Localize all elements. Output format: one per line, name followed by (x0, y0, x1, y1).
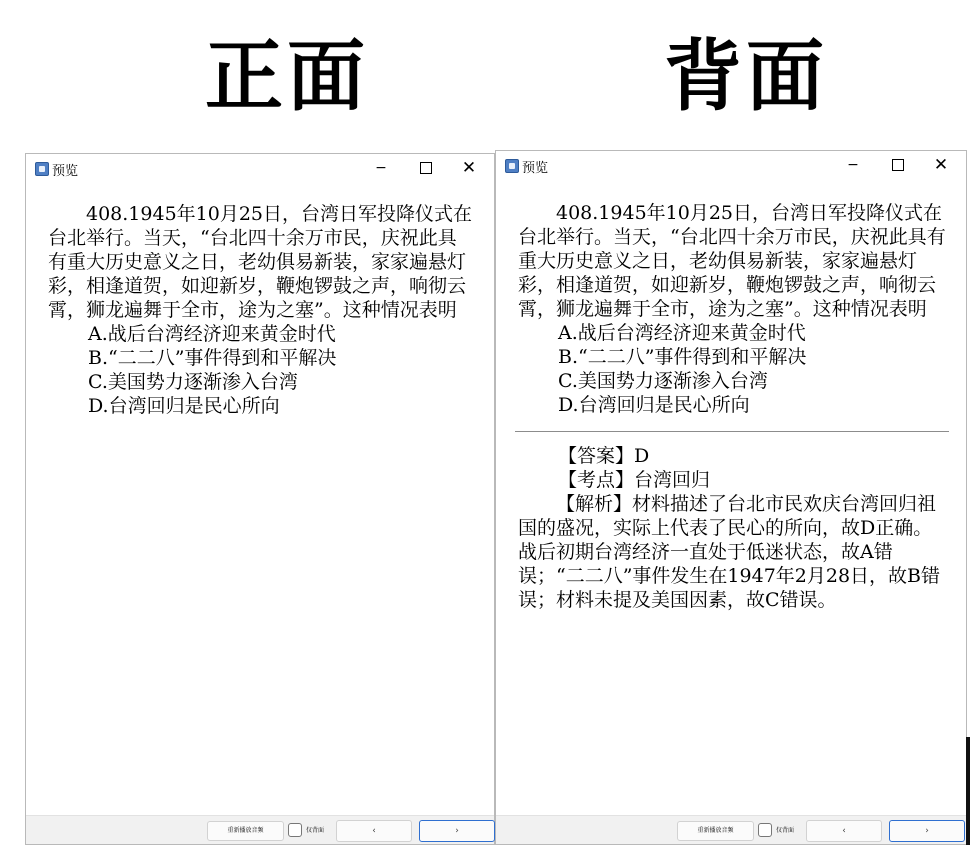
option-b: B.“二二八”事件得到和平解决 (558, 346, 807, 368)
preview-window-front (25, 153, 495, 845)
title-bar (26, 154, 494, 184)
card-back-content (518, 201, 946, 612)
maximize-button[interactable] (413, 156, 439, 180)
prev-button[interactable]: ‹ (336, 820, 412, 842)
answer-line: 【答案】D (558, 445, 650, 467)
bottom-toolbar (496, 815, 966, 844)
close-button[interactable]: ✕ (933, 155, 949, 175)
maximize-icon (892, 159, 904, 171)
back-only-label: 仅背面 (776, 827, 795, 834)
card-front-content (48, 202, 472, 418)
back-only-checkbox[interactable] (758, 823, 772, 837)
maximize-icon (420, 162, 432, 174)
option-d: D.台湾回归是民心所向 (558, 394, 750, 416)
question-stem: 408.1945年10月25日，台湾日军投降仪式在台北举行。当天，“台北四十余万市民，庆祝此具有重大历史意义之日，老幼俱易新装，家家遍悬灯彩，相逢道贺，如迎新岁，鞭炮锣鼓之声，响彻云霄，狮龙遍舞于全市，途为之塞”。这种情况表明 (518, 202, 946, 320)
preview-window-back (495, 150, 967, 845)
window-title: 预览 (52, 164, 79, 179)
minimize-button[interactable]: − (375, 160, 387, 176)
bottom-toolbar (26, 815, 494, 844)
option-a: A.战后台湾经济迎来黄金时代 (88, 323, 336, 345)
front-heading: 正面 (205, 31, 370, 122)
question-stem: 408.1945年10月25日，台湾日军投降仪式在台北举行。当天，“台北四十余万市民，庆祝此具有重大历史意义之日，老幼俱易新装，家家遍悬灯彩，相逢道贺，如迎新岁，鞭炮锣鼓之声，响彻云霄，狮龙遍舞于全市，途为之塞”。这种情况表明 (48, 203, 473, 321)
minimize-button[interactable]: − (847, 157, 859, 173)
option-d: D.台湾回归是民心所向 (88, 395, 280, 417)
answer-divider (515, 431, 949, 432)
option-a: A.战后台湾经济迎来黄金时代 (558, 322, 806, 344)
next-button[interactable]: › (419, 820, 495, 842)
option-c: C.美国势力逐渐渗入台湾 (558, 370, 768, 392)
prev-button[interactable]: ‹ (806, 820, 882, 842)
replay-audio-button[interactable]: 重新播放音频 (207, 821, 284, 841)
back-only-checkbox[interactable] (288, 823, 302, 837)
analysis-text: 【解析】材料描述了台北市民欢庆台湾回归祖国的盛况，实际上代表了民心的所向，故D正确。战后初期台湾经济一直处于低迷状态，故A错误；“二二八”事件发生在1947年2月28日，故B错误；材料未提及美国因素，故C错误。 (518, 493, 941, 611)
edge-mark (966, 737, 970, 845)
app-icon (35, 162, 49, 176)
close-button[interactable]: ✕ (461, 158, 477, 178)
option-c: C.美国势力逐渐渗入台湾 (88, 371, 298, 393)
topic-line: 【考点】台湾回归 (558, 469, 711, 491)
app-icon (505, 159, 519, 173)
option-b: B.“二二八”事件得到和平解决 (88, 347, 337, 369)
next-button[interactable]: › (889, 820, 965, 842)
window-title: 预览 (522, 161, 549, 176)
replay-audio-button[interactable]: 重新播放音频 (677, 821, 754, 841)
maximize-button[interactable] (885, 153, 911, 177)
title-bar (496, 151, 966, 181)
back-only-label: 仅背面 (306, 827, 325, 834)
back-heading: 背面 (664, 31, 829, 122)
